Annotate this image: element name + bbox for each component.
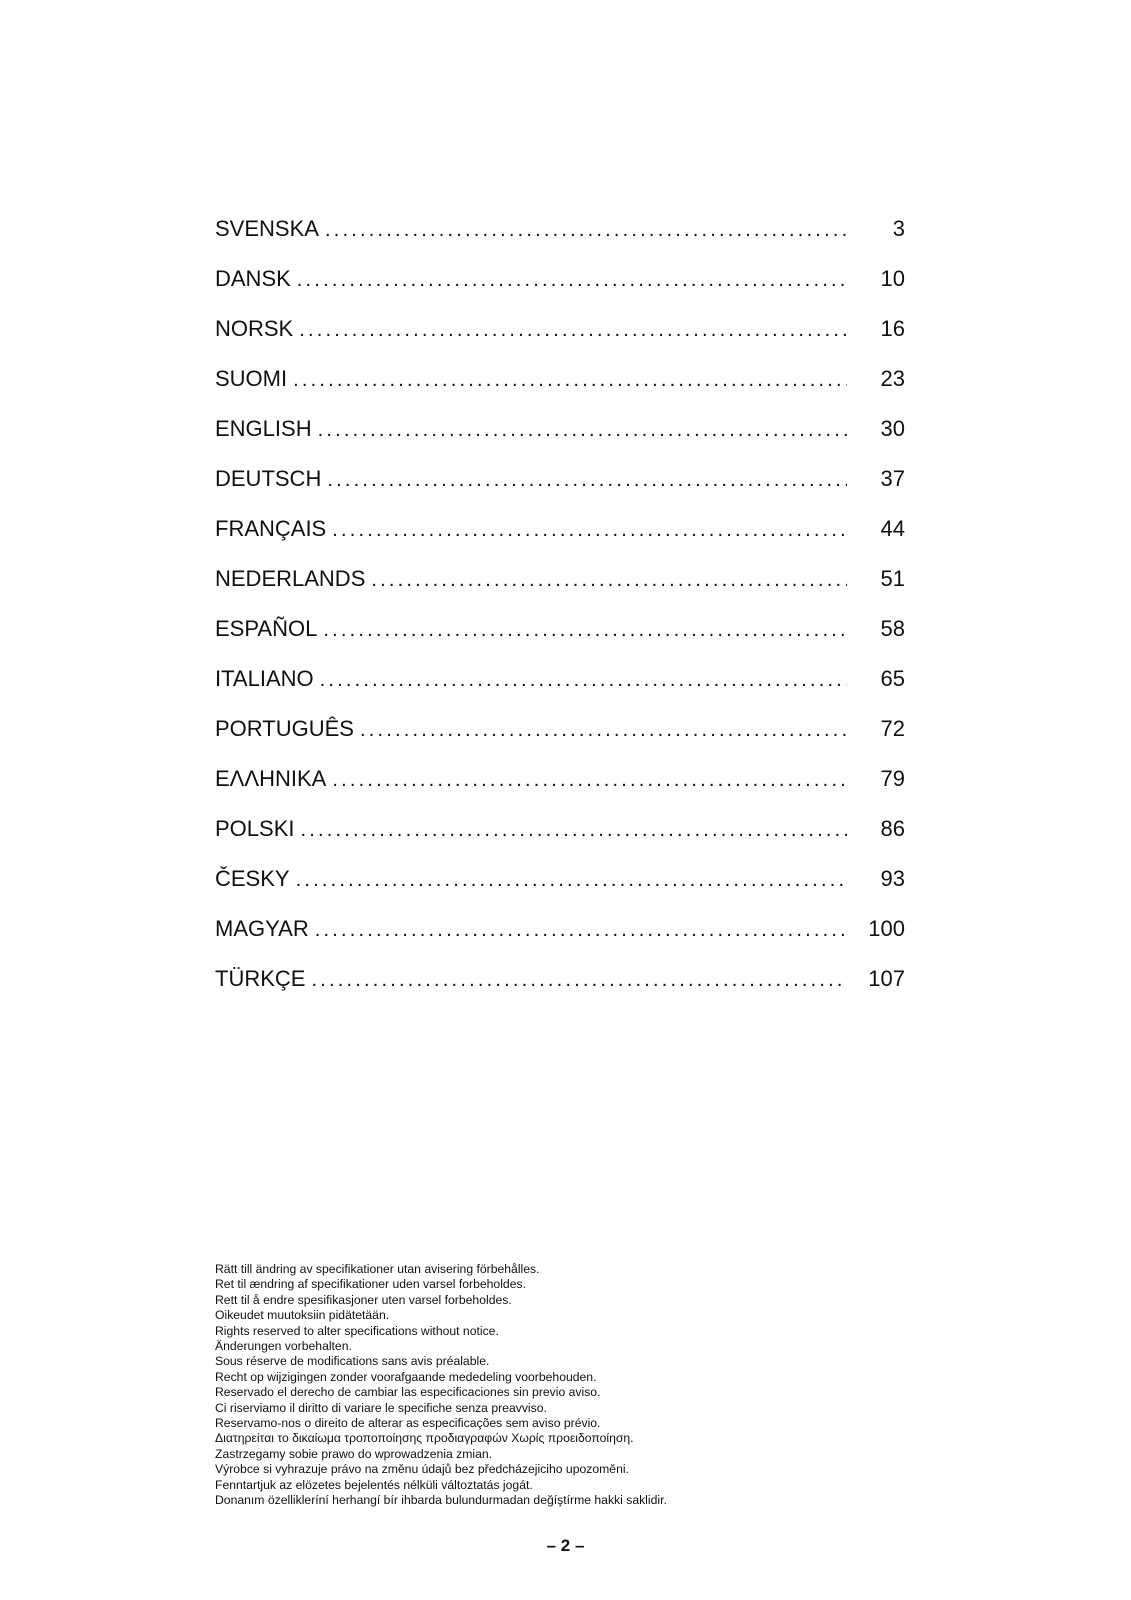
toc-page-number: 44 <box>880 516 905 541</box>
toc-entry[interactable] <box>215 704 905 754</box>
toc-language: MAGYAR <box>215 916 309 941</box>
toc-leader-dots <box>327 455 847 505</box>
notice-line: Zastrzegamy sobie prawo do wprowadzenia zmian. <box>215 1446 493 1461</box>
notice-line: Ci riserviamo il diritto di variare le specifiche senza preavviso. <box>215 1400 547 1415</box>
notice-line: Reservado el derecho de cambiar las especificaciones sin previo aviso. <box>215 1385 601 1400</box>
notice-line: Recht op wijzigingen zonder voorafgaande mededeling voorbehouden. <box>215 1369 597 1384</box>
toc-leader-dots <box>300 805 847 855</box>
toc-language: SVENSKA <box>215 216 319 241</box>
toc-entry[interactable] <box>215 954 905 1004</box>
toc-entry[interactable] <box>215 404 905 454</box>
toc-language: SUOMI <box>215 366 288 391</box>
toc-leader-dots <box>360 705 847 755</box>
toc-page-number: 65 <box>880 666 905 691</box>
toc-leader-dots <box>320 655 847 705</box>
toc-page-number: 51 <box>880 566 905 591</box>
toc-language: DANSK <box>215 266 291 291</box>
toc-entry[interactable] <box>215 604 905 654</box>
notice-line: Rights reserved to alter specifications without notice. <box>215 1323 499 1338</box>
toc-language: ESPAÑOL <box>215 616 318 641</box>
toc-page-number: 100 <box>868 916 905 941</box>
toc-leader-dots <box>371 555 847 605</box>
toc-leader-dots <box>332 755 847 805</box>
toc-page-number: 79 <box>880 766 905 791</box>
toc-language: FRANÇAIS <box>215 516 327 541</box>
specification-notices <box>215 1262 915 1509</box>
notice-line: Sous réserve de modifications sans avis préalable. <box>215 1354 490 1369</box>
toc-page-number: 16 <box>880 316 905 341</box>
notice-line: Reservamo-nos o direito de alterar as especificações sem aviso prévio. <box>215 1416 601 1431</box>
notice-line: Výrobce si vyhrazuje právo na změnu údajů bez předcházejiciho upozomĕni. <box>215 1462 629 1477</box>
toc-language: POLSKI <box>215 816 295 841</box>
toc-entry[interactable] <box>215 654 905 704</box>
notice-line: Fenntartjuk az elözetes bejelentés nélküli változtatás jogát. <box>215 1477 533 1492</box>
toc-page-number: 3 <box>892 216 905 241</box>
toc-language: ČESKY <box>215 866 290 891</box>
notice-line: Διατηρείται το δικαίωμα τροποποίησης προδιαγραφών Χωρίς προειδοποίηση. <box>215 1431 634 1446</box>
toc-leader-dots <box>293 355 847 405</box>
toc-language: PORTUGUÊS <box>215 716 354 741</box>
toc-entry[interactable] <box>215 254 905 304</box>
toc-entry[interactable] <box>215 804 905 854</box>
toc-entry[interactable] <box>215 904 905 954</box>
toc-leader-dots <box>332 505 847 555</box>
toc-language: NORSK <box>215 316 294 341</box>
toc-page-number: 58 <box>880 616 905 641</box>
toc-entry[interactable] <box>215 454 905 504</box>
toc-page-number: 30 <box>880 416 905 441</box>
notice-line: Rett til å endre spesifikasjoner uten varsel forbeholdes. <box>215 1292 512 1307</box>
toc-language: DEUTSCH <box>215 466 322 491</box>
toc-page-number: 86 <box>880 816 905 841</box>
page-number: – 2 – <box>546 1536 585 1555</box>
toc-leader-dots <box>296 855 847 905</box>
toc-language: TÜRKÇE <box>215 966 306 991</box>
notice-line: Donanım özellikleríní herhangí bír ihbarda bulundurmadan değíştírme hakki saklidir. <box>215 1493 667 1508</box>
toc-leader-dots <box>318 405 847 455</box>
toc-language: ΕΛΛΗΝΙΚΑ <box>215 766 327 791</box>
notice-line: Änderungen vorbehalten. <box>215 1339 352 1354</box>
notice-line: Ret til ændring af specifikationer uden varsel forbeholdes. <box>215 1277 526 1292</box>
toc-page-number: 93 <box>880 866 905 891</box>
toc-entry[interactable] <box>215 554 905 604</box>
toc-entry[interactable] <box>215 304 905 354</box>
toc-leader-dots <box>315 905 847 955</box>
toc-page-number: 23 <box>880 366 905 391</box>
toc-leader-dots <box>311 955 847 1005</box>
toc-entry[interactable] <box>215 754 905 804</box>
toc-language: ENGLISH <box>215 416 312 441</box>
toc-page-number: 107 <box>868 966 905 991</box>
table-of-contents <box>215 204 905 1004</box>
toc-page-number: 10 <box>880 266 905 291</box>
toc-entry[interactable] <box>215 854 905 904</box>
toc-language: ITALIANO <box>215 666 314 691</box>
notice-line: Rätt till ändring av specifikationer utan avisering förbehålles. <box>215 1262 540 1276</box>
toc-page-number: 37 <box>880 466 905 491</box>
notice-line: Oikeudet muutoksiin pidätetään. <box>215 1308 390 1323</box>
toc-leader-dots <box>299 305 847 355</box>
toc-entry[interactable] <box>215 354 905 404</box>
toc-leader-dots <box>297 255 847 305</box>
toc-page-number: 72 <box>880 716 905 741</box>
toc-language: NEDERLANDS <box>215 566 366 591</box>
toc-entry[interactable] <box>215 204 905 254</box>
toc-leader-dots <box>323 605 847 655</box>
toc-leader-dots <box>325 205 847 255</box>
toc-entry[interactable] <box>215 504 905 554</box>
